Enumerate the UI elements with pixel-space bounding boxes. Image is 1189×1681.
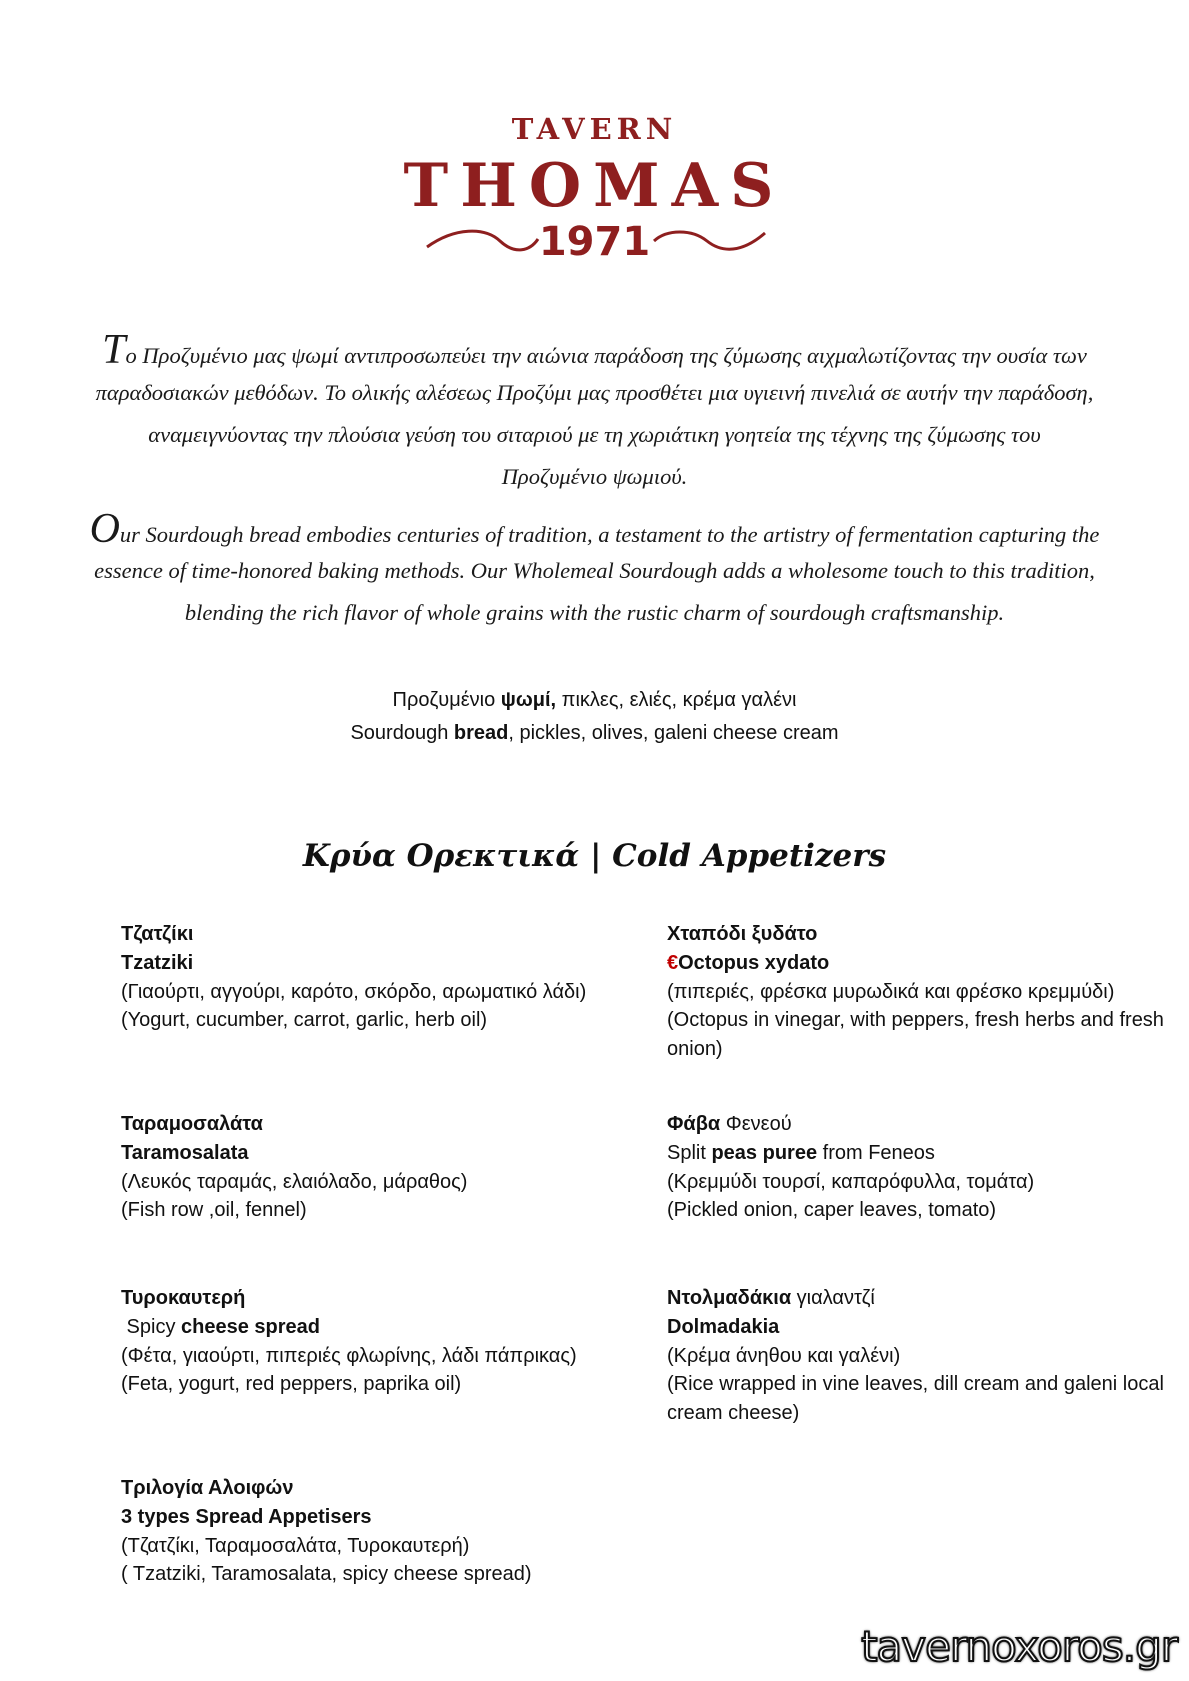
item-greek-name: Χταπόδι ξυδάτο xyxy=(667,923,818,945)
dropcap: O xyxy=(89,506,120,552)
item-english-name: 3 types Spread Appetisers xyxy=(121,1505,372,1528)
bread-english: Sourdough bread, pickles, olives, galeni cheese cream xyxy=(350,722,839,744)
item-greek-name: Φάβα Φενεού xyxy=(667,1113,792,1135)
item-english-desc: (Fish row ,oil, fennel) xyxy=(121,1199,307,1222)
watermark: tavernoxoros.gr xyxy=(861,1622,1177,1671)
section-title: Κρύα Ορεκτικά | Cold Appetizers xyxy=(302,838,887,874)
intro-english-line-1: Our Sourdough bread embodies centuries of tradition, a testament to the artistry of fermentation capturing the xyxy=(89,506,1100,552)
item-greek-name: Ταραμοσαλάτα xyxy=(121,1113,263,1135)
item-greek-desc: (Κρέμα άνηθου και γαλένι) xyxy=(667,1344,901,1367)
item-english-desc: (Yogurt, cucumber, carrot, garlic, herb oil) xyxy=(121,1009,488,1032)
menu-item-octopus xyxy=(667,920,1177,1064)
logo-tavern: TAVERN xyxy=(511,112,678,146)
item-greek-name: Τυροκαυτερή xyxy=(121,1287,246,1309)
item-english-desc: (Rice wrapped in vine leaves, dill cream and galeni local cream cheese) xyxy=(667,1373,1164,1425)
item-greek-name: Ντολμαδάκια γιαλαντζί xyxy=(667,1287,875,1309)
intro-greek-line-2: παραδοσιακών μεθόδων. Το ολικής αλέσεως Προζύμι μας προσθέτει μια υγιεινή πινελιά σε αυτήν την παράδοση, xyxy=(95,380,1094,405)
item-english-name: Taramosalata xyxy=(121,1141,249,1164)
item-english-name: Tzatziki xyxy=(121,951,194,974)
logo-swash-right-icon xyxy=(652,225,767,255)
intro-greek-line-3: αναμειγνύοντας την πλούσια γεύση του σιταριού με τη χωριάτικη γοητεία της τέχνης της ζύμωσης του xyxy=(148,422,1041,447)
menu-item-tyrokafteri xyxy=(121,1284,651,1399)
item-english-name: Spicy cheese spread xyxy=(121,1315,321,1338)
item-greek-desc: (πιπεριές, φρέσκα μυρωδικά και φρέσκο κρεμμύδι) xyxy=(667,980,1115,1003)
item-english-desc: (Pickled onion, caper leaves, tomato) xyxy=(667,1199,997,1222)
dropcap: T xyxy=(102,327,126,373)
item-english-desc: (Feta, yogurt, red peppers, paprika oil) xyxy=(121,1373,462,1396)
intro-english-line-2: essence of time-honored baking methods. Our Wholemeal Sourdough adds a wholesome touch to this tradition, xyxy=(94,558,1095,583)
item-greek-desc: (Τζατζίκι, Ταραμοσαλάτα, Τυροκαυτερή) xyxy=(121,1534,470,1557)
intro-greek-line-4: Προζυμένιο ψωμιού. xyxy=(501,464,688,489)
euro-icon: € xyxy=(667,951,679,974)
menu-item-fava xyxy=(667,1110,1177,1225)
item-english-name: €Octopus xydato xyxy=(667,951,830,974)
item-greek-name: Τριλογία Αλοιφών xyxy=(121,1477,294,1499)
item-greek-name: Τζατζίκι xyxy=(121,923,194,945)
intro-greek-line-1: Tο Προζυμένιο μας ψωμί αντιπροσωπεύει την αιώνια παράδοση της ζύμωσης αιχμαλωτίζοντας την ουσία των xyxy=(102,327,1087,373)
menu-item-dolmadakia xyxy=(667,1284,1177,1428)
intro-english-line-3: blending the rich flavor of whole grains with the rustic charm of sourdough craftsmanship. xyxy=(184,600,1005,625)
logo-thomas: THOMAS xyxy=(403,151,786,221)
item-english-desc: (Octopus in vinegar, with peppers, fresh herbs and fresh onion) xyxy=(667,1009,1164,1061)
item-greek-desc: (Λευκός ταραμάς, ελαιόλαδο, μάραθος) xyxy=(121,1170,468,1193)
menu-item-tzatziki xyxy=(121,920,651,1035)
item-english-name: Split peas puree from Feneos xyxy=(667,1141,935,1164)
menu-item-taramosalata xyxy=(121,1110,651,1225)
menu-item-spread-trilogy xyxy=(121,1474,651,1589)
item-greek-desc: (Κρεμμύδι τουρσί, καπαρόφυλλα, τομάτα) xyxy=(667,1170,1035,1193)
item-greek-desc: (Φέτα, γιαούρτι, πιπεριές φλωρίνης, λάδι πάπρικας) xyxy=(121,1344,577,1367)
bread-greek: Προζυμένιο ψωμί, πικλες, ελιές, κρέμα γαλένι xyxy=(392,689,797,711)
item-english-desc: ( Tzatziki, Taramosalata, spicy cheese spread) xyxy=(121,1563,532,1586)
logo-year: 1971 xyxy=(538,219,651,265)
restaurant-logo xyxy=(0,0,1189,290)
item-greek-desc: (Γιαούρτι, αγγούρι, καρότο, σκόρδο, αρωματικό λάδι) xyxy=(121,980,587,1003)
item-english-name: Dolmadakia xyxy=(667,1315,780,1338)
